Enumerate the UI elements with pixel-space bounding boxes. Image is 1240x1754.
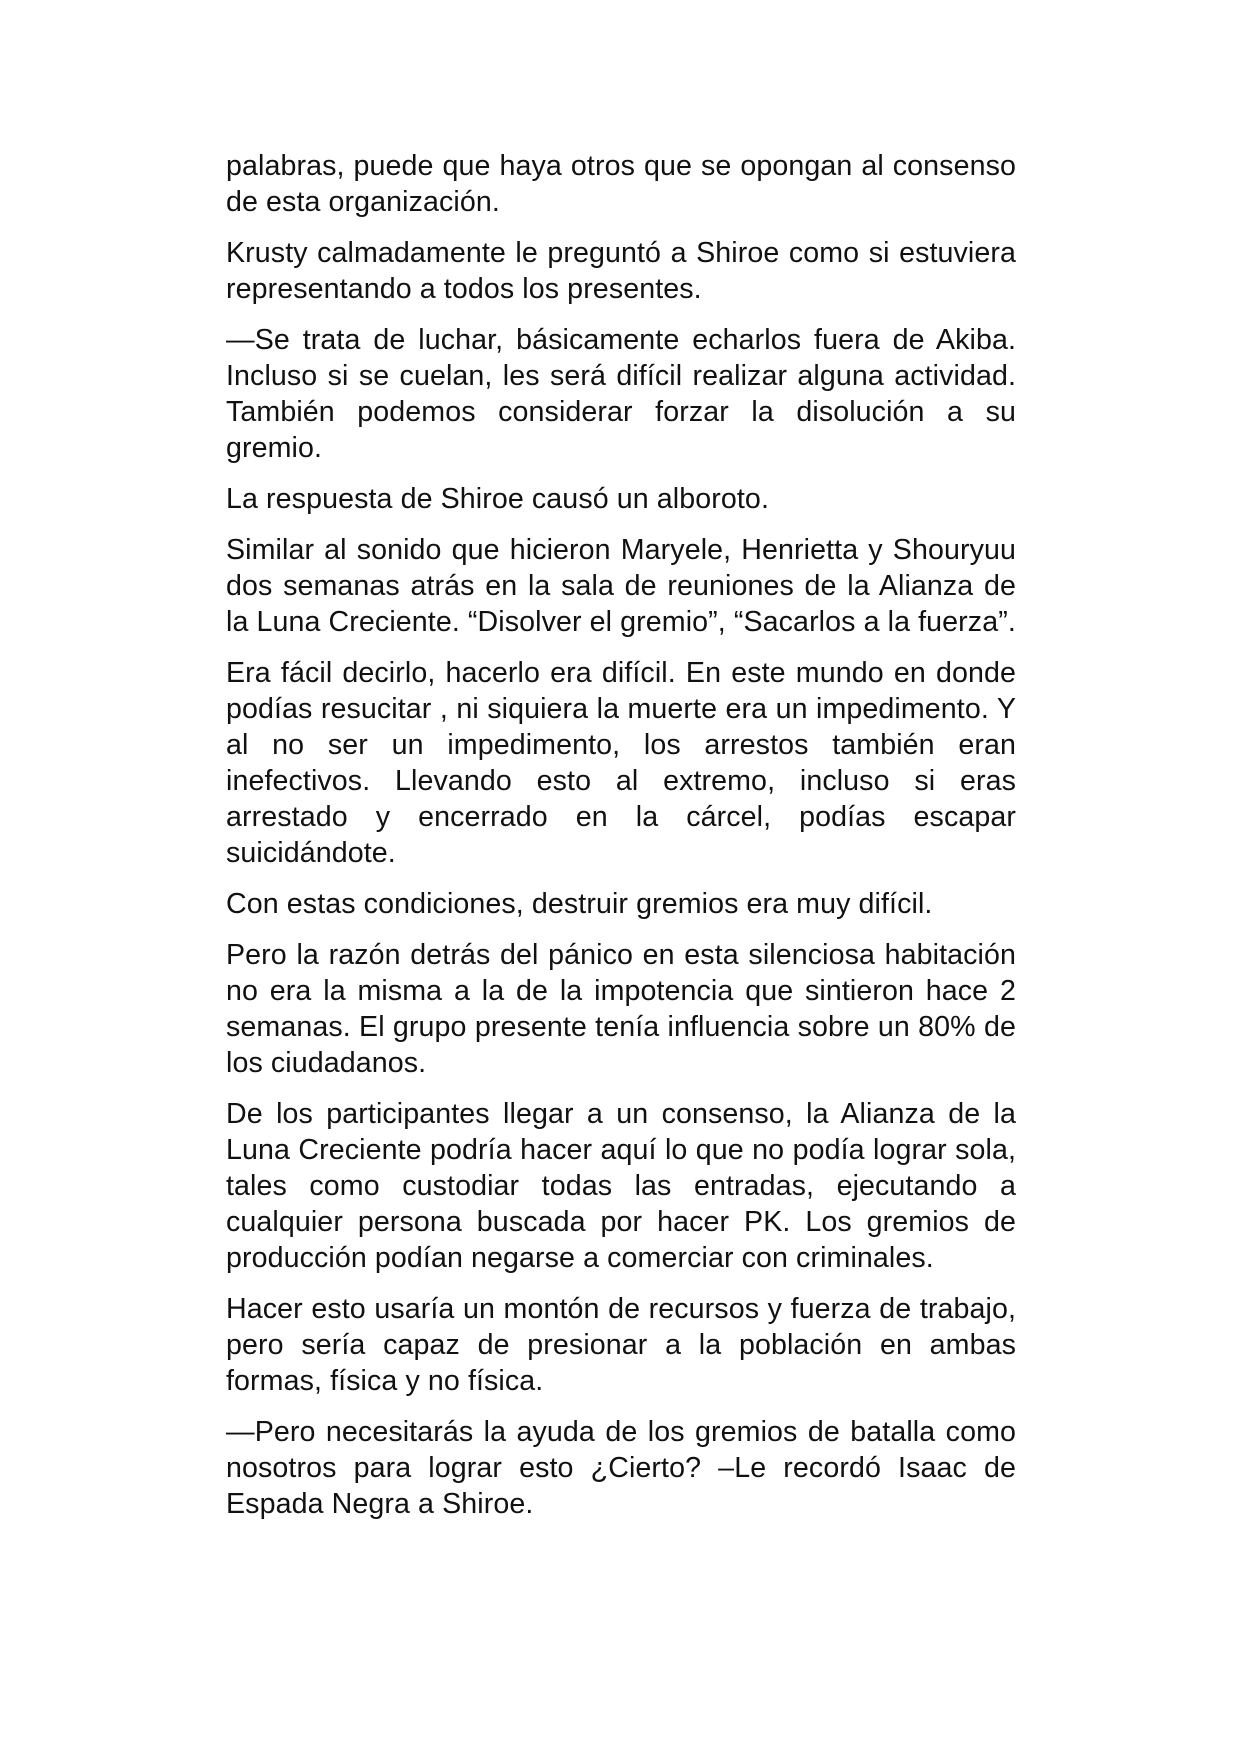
paragraph: Krusty calmadamente le preguntó a Shiroe como si estuviera representando a todos los presentes.: [226, 237, 1016, 305]
body-text: [226, 148, 1016, 1537]
paragraph: Con estas condiciones, destruir gremios era muy difícil.: [226, 888, 933, 920]
paragraph: Era fácil decirlo, hacerlo era difícil. En este mundo en donde podías resucitar , ni siquiera la muerte era un impedimento. Y al no ser un impedimento, los arrestos también eran inefectivos. Llevando esto al extremo, incluso si eras arrestado y encerrado en la cárcel, podías escapar suicidándote.: [226, 657, 1016, 869]
paragraph: Pero la razón detrás del pánico en esta silenciosa habitación no era la misma a la de la impotencia que sintieron hace 2 semanas. El grupo presente tenía influencia sobre un 80% de los ciudadanos.: [226, 939, 1016, 1079]
paragraph: Similar al sonido que hicieron Maryele, Henrietta y Shouryuu dos semanas atrás en la sala de reuniones de la Alianza de la Luna Creciente. “Disolver el gremio”, “Sacarlos a la fuerza”.: [226, 534, 1016, 638]
paragraph: —Se trata de luchar, básicamente echarlos fuera de Akiba. Incluso si se cuelan, les será difícil realizar alguna actividad. También podemos considerar forzar la disolución a su gremio.: [226, 324, 1016, 464]
paragraph: —Pero necesitarás la ayuda de los gremios de batalla como nosotros para lograr esto ¿Cierto? –Le recordó Isaac de Espada Negra a Shiroe.: [226, 1416, 1016, 1520]
paragraph: La respuesta de Shiroe causó un alboroto.: [226, 483, 769, 515]
paragraph: palabras, puede que haya otros que se opongan al consenso de esta organización.: [226, 150, 1016, 218]
paragraph: De los participantes llegar a un consenso, la Alianza de la Luna Creciente podría hacer aquí lo que no podía lograr sola, tales como custodiar todas las entradas, ejecutando a cualquier persona buscada por hacer PK. Los gremios de producción podían negarse a comerciar con criminales.: [226, 1098, 1016, 1274]
paragraph: Hacer esto usaría un montón de recursos y fuerza de trabajo, pero sería capaz de presionar a la población en ambas formas, física y no física.: [226, 1293, 1016, 1397]
